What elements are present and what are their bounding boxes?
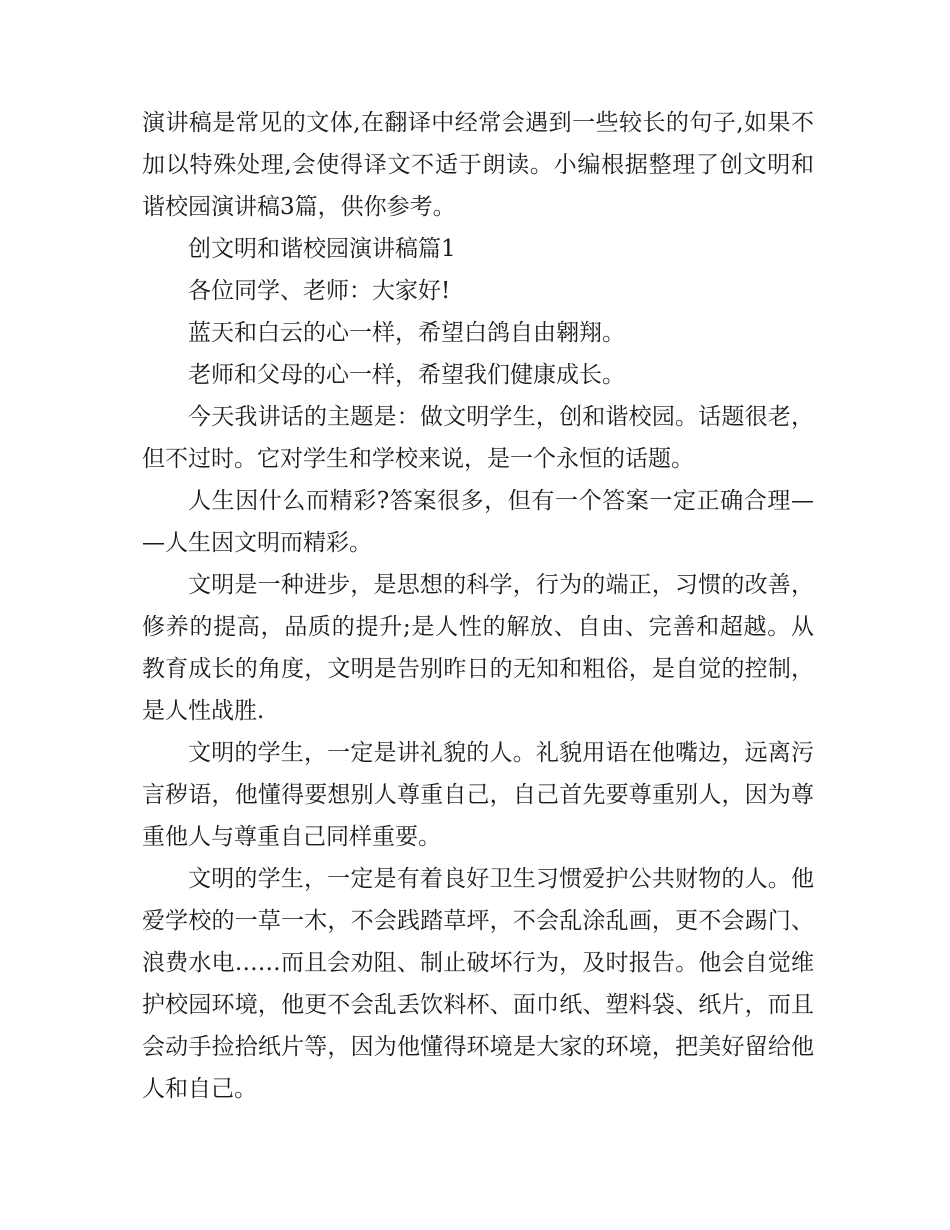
section-heading: 创文明和谐校园演讲稿篇1 bbox=[188, 236, 456, 262]
body-paragraph: 文明的学生，一定是讲礼貌的人。礼貌用语在他嘴边，远离污言秽语，他懂得要想别人尊重自己，自己首先要尊重别人，因为尊重他人与尊重自己同样重要。 bbox=[142, 740, 814, 850]
body-paragraph: 人生因什么而精彩?答案很多，但有一个答案一定正确合理——人生因文明而精彩。 bbox=[142, 488, 814, 556]
document-page bbox=[142, 102, 814, 1110]
body-paragraph: 文明的学生，一定是有着良好卫生习惯爱护公共财物的人。他爱学校的一草一木，不会践踏草坪，不会乱涂乱画，更不会踢门、浪费水电……而且会劝阻、制止破坏行为，及时报告。他会自觉维护校园环境，他更不会乱丢饮料杯、面巾纸、塑料袋、纸片，而且会动手捡拾纸片等，因为他懂得环境是大家的环境，把美好留给他人和自己。 bbox=[142, 866, 814, 1102]
body-paragraph: 老师和父母的心一样，希望我们健康成长。 bbox=[188, 362, 625, 388]
body-paragraph: 蓝天和白云的心一样，希望白鸽自由翱翔。 bbox=[188, 320, 625, 346]
intro-paragraph: 演讲稿是常见的文体,在翻译中经常会遇到一些较长的句子,如果不加以特殊处理,会使得译文不适于朗读。小编根据整理了创文明和谐校园演讲稿3篇，供你参考。 bbox=[142, 110, 814, 220]
body-paragraph: 文明是一种进步，是思想的科学，行为的端正，习惯的改善，修养的提高，品质的提升;是人性的解放、自由、完善和超越。从教育成长的角度，文明是告别昨日的无知和粗俗，是自觉的控制，是人性战胜. bbox=[142, 572, 814, 724]
body-paragraph: 今天我讲话的主题是：做文明学生，创和谐校园。话题很老，但不过时。它对学生和学校来说，是一个永恒的话题。 bbox=[142, 404, 814, 472]
greeting-paragraph: 各位同学、老师：大家好! bbox=[188, 278, 451, 304]
